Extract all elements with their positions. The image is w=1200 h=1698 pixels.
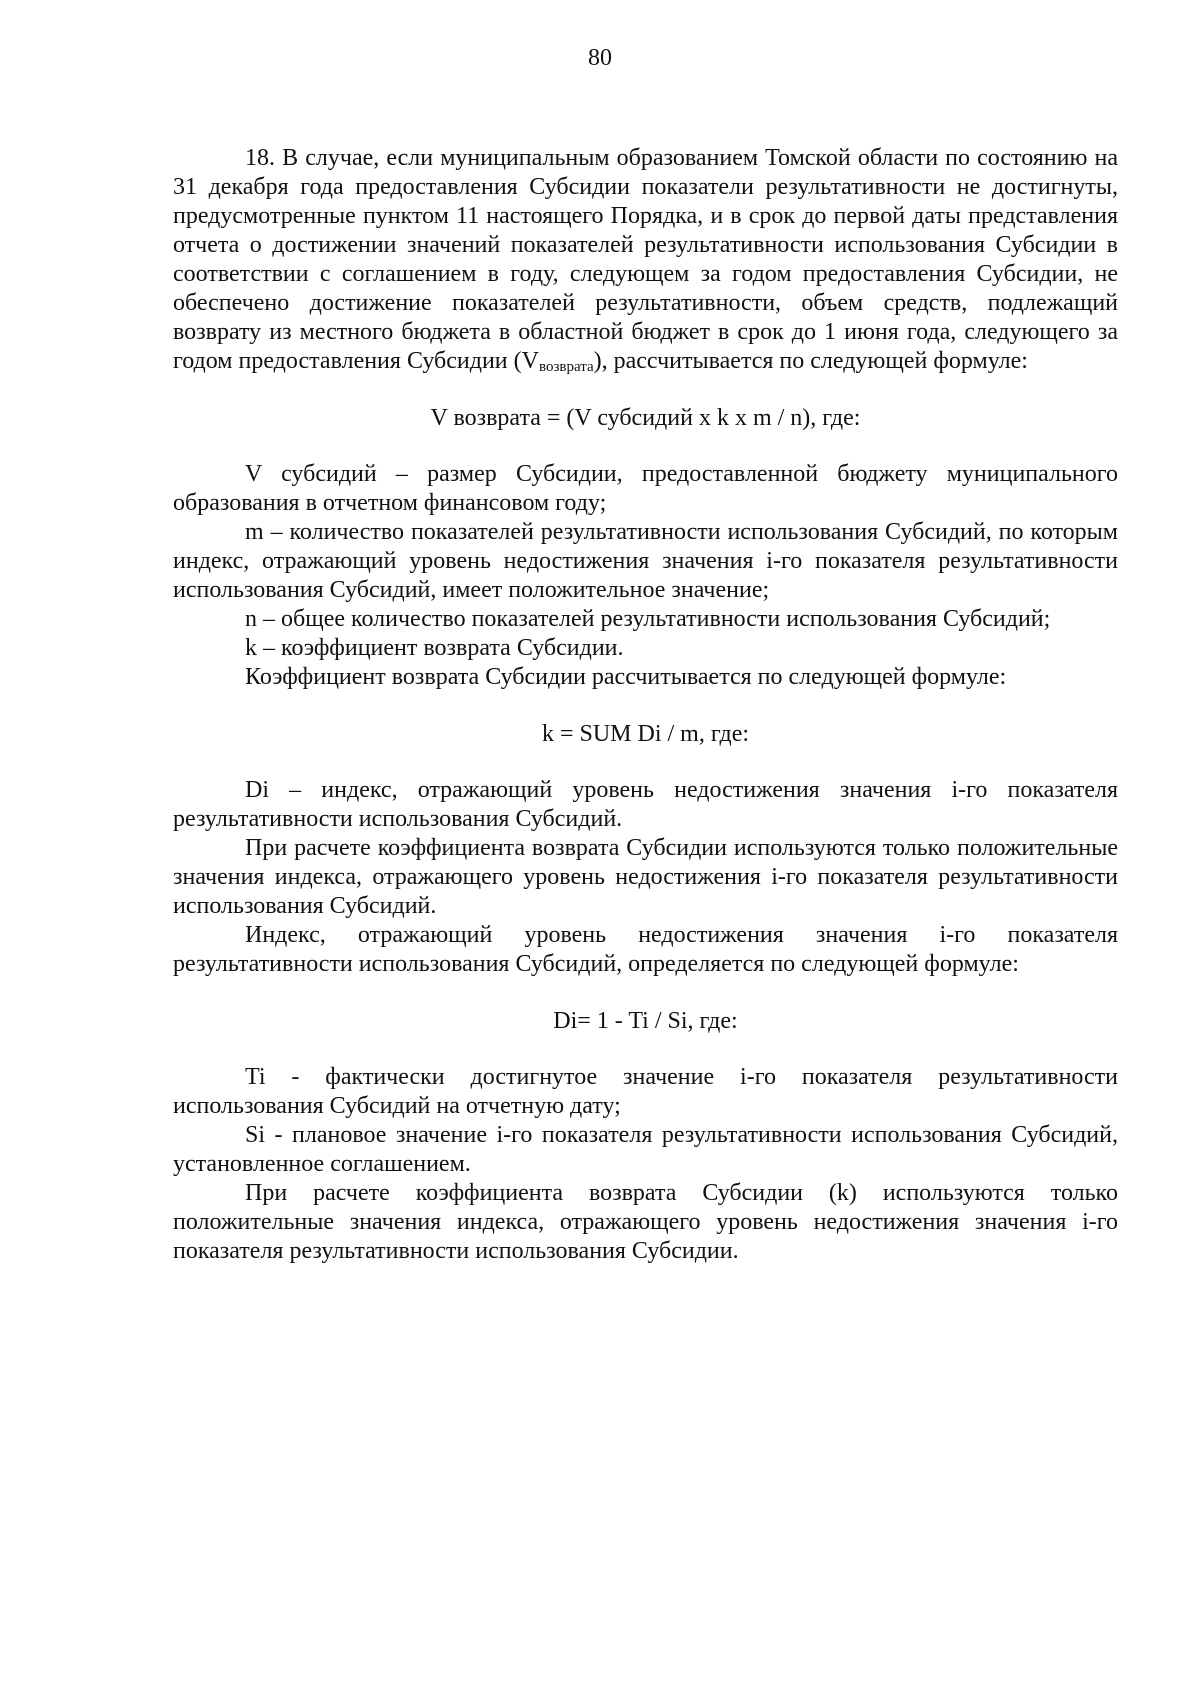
- definition-v-subsidy: V субсидий – размер Субсидии, предоставленной бюджету муниципального образования в отчетном финансовом году;: [173, 461, 1118, 516]
- formula-v-vozvrata: V возврата = (V субсидий x k x m / n), где:: [430, 405, 861, 431]
- definition-m: m – количество показателей результативности использования Субсидий, по которым индекс, отражающий уровень недостижения значения i-го показателя результативности использования Субсидий, имеет положительное значение;: [173, 519, 1118, 603]
- paragraph-18-tail: ), рассчитывается по следующей формуле:: [593, 348, 1028, 374]
- definition-si: Si - плановое значение i-го показателя результативности использования Субсидий, установленное соглашением.: [173, 1122, 1118, 1177]
- final-note: При расчете коэффициента возврата Субсидии (k) используются только положительные значения индекса, отражающего уровень недостижения значения i-го показателя результативности использования Субсидии.: [173, 1180, 1118, 1264]
- formula-di: Di= 1 - Ti / Si, где:: [553, 1008, 738, 1034]
- definition-di: Di – индекс, отражающий уровень недостижения значения i-го показателя результативности использования Субсидий.: [173, 777, 1118, 832]
- page-number: 80: [588, 45, 612, 71]
- di-formula-intro: Индекс, отражающий уровень недостижения значения i-го показателя результативности использования Субсидий, определяется по следующей формуле:: [173, 922, 1118, 977]
- k-formula-intro: Коэффициент возврата Субсидии рассчитывается по следующей формуле:: [245, 664, 1007, 690]
- paragraph-18-text: 18. В случае, если муниципальным образованием Томской области по состоянию на 31 декабря года предоставления Субсидии показатели результативности не достигнуты, предусмотренные пунктом 11 настоящего Порядка, и в срок до первой даты представления отчета о достижении значений показателей результативности использования Субсидии в соответствии с соглашением в году, следующем за годом предоставления Субсидии, не обеспечено достижение показателей результативности, объем средств, подлежащий возврату из местного бюджета в областной бюджет в срок до 1 июня года, следующего за годом предоставления Субсидии (V: [173, 145, 1118, 374]
- definition-n: n – общее количество показателей результативности использования Субсидий;: [245, 606, 1051, 632]
- document-body: [173, 144, 1118, 1266]
- formula-k: k = SUM Di / m, где:: [541, 721, 750, 747]
- k-positive-values-note: При расчете коэффициента возврата Субсидии используются только положительные значения индекса, отражающего уровень недостижения i-го показателя результативности использования Субсидий.: [173, 835, 1118, 919]
- paragraph-18: [173, 144, 1118, 376]
- subscript-vozvrata: возврата: [538, 359, 594, 375]
- definition-k: k – коэффициент возврата Субсидии.: [245, 635, 624, 661]
- definition-ti: Ti - фактически достигнутое значение i-го показателя результативности использования Субсидий на отчетную дату;: [173, 1064, 1118, 1119]
